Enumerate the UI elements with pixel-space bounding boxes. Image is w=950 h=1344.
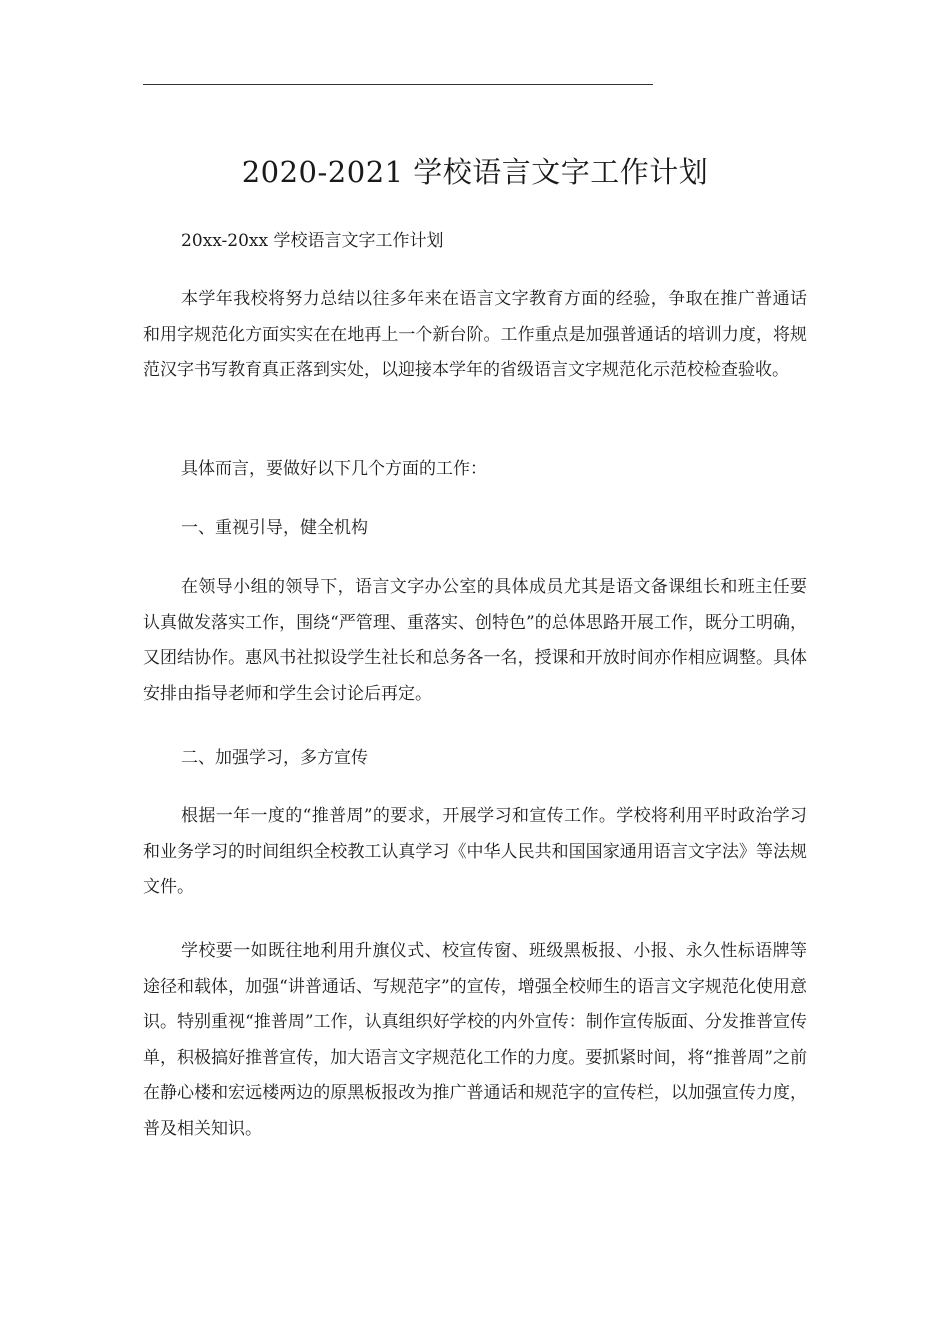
section-heading-1: 一、重视引导，健全机构 [181, 518, 368, 538]
subtitle-paragraph: 20xx-20xx 学校语言文字工作计划 [181, 231, 444, 251]
document-title: 2020-2021 学校语言文字工作计划 [241, 155, 709, 189]
section-2-paragraph-2: 学校要一如既往地利用升旗仪式、校宣传窗、班级黑板报、小报、永久性标语牌等途径和载体，加强“讲普通话、写规范字”的宣传，增强全校师生的语言文字规范化使用意识。特别重视“推普周”工作，认真组织好学校的内外宣传：制作宣传版面、分发推普宣传单，积极搞好推普宣传，加大语言文字规范化工作的力度。要抓紧时间，将“推普周”之前在静心楼和宏远楼两边的原黑板报改为推广普通话和规范字的宣传栏，以加强宣传力度，普及相关知识。 [143, 941, 807, 1139]
section-1-paragraph: 在领导小组的领导下，语言文字办公室的具体成员尤其是语文备课组长和班主任要认真做发落实工作，围绕“严管理、重落实、创特色”的总体思路开展工作，既分工明确，又团结协作。惠风书社拟设学生社长和总务各一名，授课和开放时间亦作相应调整。具体安排由指导老师和学生会讨论后再定。 [143, 577, 807, 704]
intro-paragraph: 本学年我校将努力总结以往多年来在语言文字教育方面的经验，争取在推广普通话和用字规范化方面实实在在地再上一个新台阶。工作重点是加强普通话的培训力度，将规范汉字书写教育真正落到实处，以迎接本学年的省级语言文字规范化示范校检查验收。 [143, 289, 807, 380]
section-2-paragraph-1: 根据一年一度的“推普周”的要求，开展学习和宣传工作。学校将利用平时政治学习和业务学习的时间组织全校教工认真学习《中华人民共和国国家通用语言文字法》等法规文件。 [143, 806, 807, 897]
section-heading-2: 二、加强学习，多方宣传 [181, 748, 368, 768]
summary-paragraph: 具体而言，要做好以下几个方面的工作： [181, 459, 487, 479]
header-rule [143, 84, 653, 85]
